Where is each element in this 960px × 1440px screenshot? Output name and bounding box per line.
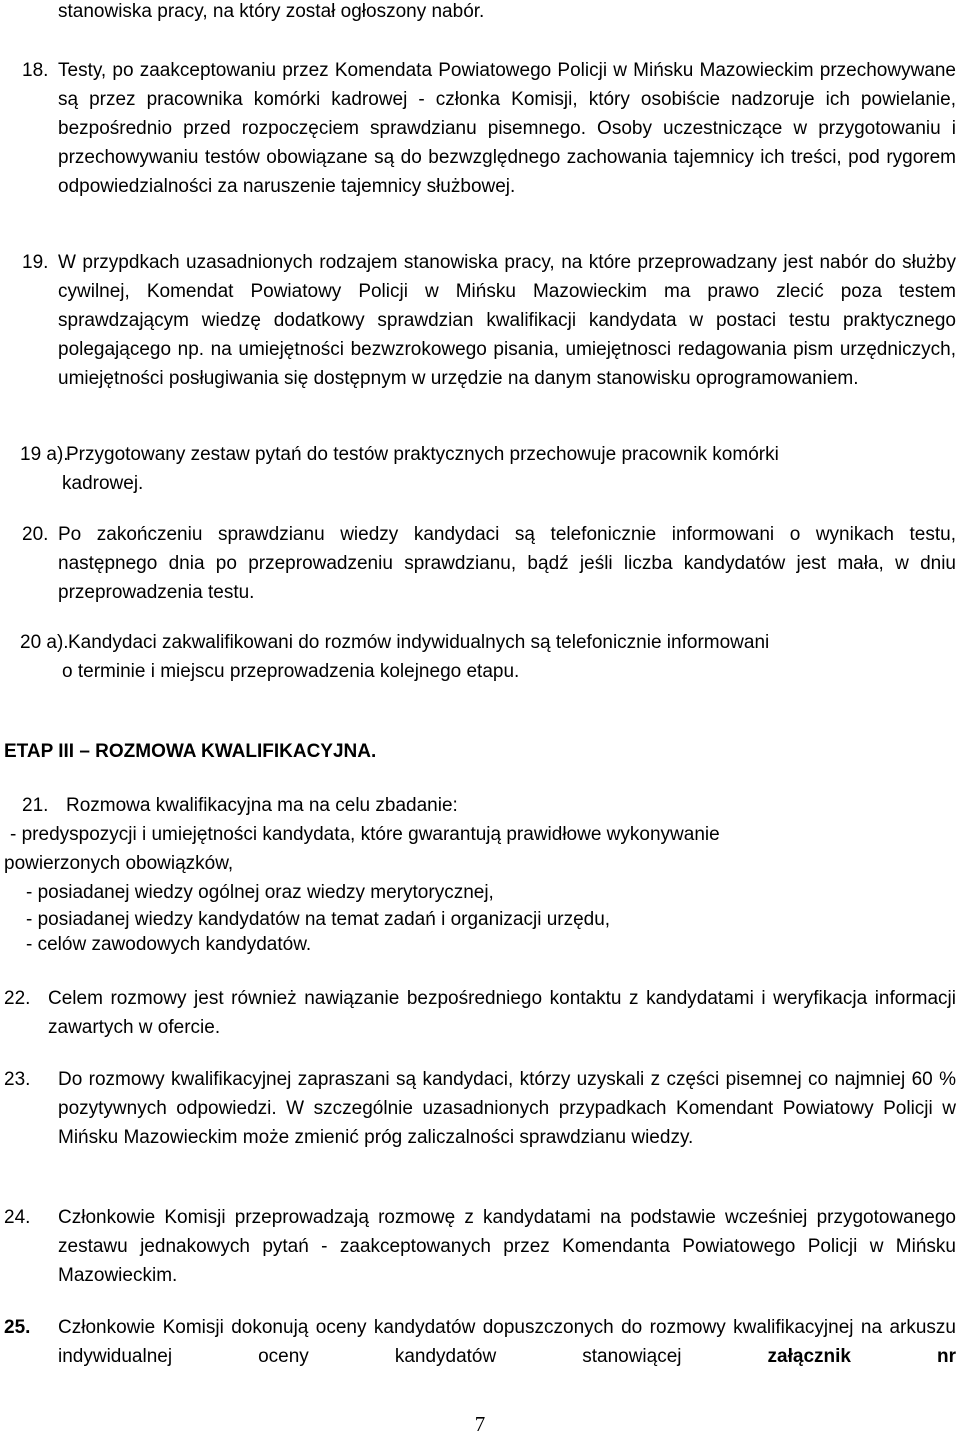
paragraph-number-22: 22. (4, 988, 31, 1009)
paragraph-number-20: 20. (22, 524, 49, 545)
paragraph-21-item2: - posiadanej wiedzy ogólnej oraz wiedzy merytorycznej, (26, 882, 494, 903)
paragraph-19a-line2: kadrowej. (62, 473, 144, 494)
paragraph-21-item1-line1: - predyspozycji i umiejętności kandydata, które gwarantują prawidłowe wykonywanie (10, 824, 720, 845)
paragraph-19a-line1: Przygotowany zestaw pytań do testów praktycznych przechowuje pracownik komórki (66, 444, 779, 465)
paragraph-25 (58, 1313, 956, 1371)
pre-text: stanowiska pracy, na który został ogłoszony nabór. (58, 1, 485, 22)
paragraph-number-19a: 19 a). (20, 444, 69, 465)
paragraph-number-23: 23. (4, 1069, 31, 1090)
paragraph-18: Testy, po zaakceptowaniu przez Komendata Powiatowego Policji w Mińsku Mazowieckim przechowywane są przez pracownika komórki kadrowej - członka Komisji, który osobiście nadzoruje ich powielanie, bezpośrednio przed rozpoczęciem sprawdzianu pisemnego. Osoby uczestniczące w przygotowaniu i przechowywaniu testów obowiązane są do bezwzględnego zachowania tajemnicy ich treści, pod rygorem odpowiedzialności za naruszenie tajemnicy służbowej. (58, 60, 956, 197)
paragraph-number-24: 24. (4, 1207, 31, 1228)
paragraph-21-item3: - posiadanej wiedzy kandydatów na temat zadań i organizacji urzędu, (26, 909, 611, 930)
paragraph-number-19: 19. (22, 252, 49, 273)
section-heading: ETAP III – ROZMOWA KWALIFIKACYJNA. (4, 741, 377, 762)
paragraph-25-attachment-ref: załącznik nr (767, 1346, 956, 1367)
paragraph-21-item1-line2: powierzonych obowiązków, (4, 853, 234, 874)
paragraph-24: Członkowie Komisji przeprowadzają rozmowę z kandydatami na podstawie wcześniej przygotowanego zestawu jednakowych pytań - zaakceptowanych przez Komendanta Powiatowego Policji w Mińsku Mazowieckim. (58, 1207, 956, 1286)
paragraph-21-item4: - celów zawodowych kandydatów. (26, 934, 312, 955)
paragraph-21-intro: Rozmowa kwalifikacyjna ma na celu zbadanie: (66, 795, 458, 816)
paragraph-number-21: 21. (22, 795, 49, 816)
paragraph-19: W przypdkach uzasadnionych rodzajem stanowiska pracy, na które przeprowadzany jest nabór do służby cywilnej, Komendat Powiatowy Policji w Mińsku Mazowieckim ma prawo zlecić poza testem sprawdzającym wiedzę dodatkowy sprawdzian kwalifikacji kandydata w postaci testu praktycznego polegającego np. na umiejętności bezwzrokowego pisania, umiejętnosci redagowania pism urzędniczych, umiejętności posługiwania się dostępnym w urzędzie na danym stanowisku oprogramowaniem. (58, 252, 956, 389)
page-number: 7 (474, 1412, 486, 1436)
paragraph-20: Po zakończeniu sprawdzianu wiedzy kandydaci są telefonicznie informowani o wynikach testu, następnego dnia po przeprowadzeniu sprawdzianu, bądź jeśli liczba kandydatów jest mała, w dniu przeprowadzenia testu. (58, 524, 956, 603)
paragraph-number-20a: 20 a). (20, 632, 69, 653)
paragraph-number-18: 18. (22, 60, 49, 81)
paragraph-22: Celem rozmowy jest również nawiązanie bezpośredniego kontaktu z kandydatami i weryfikacja informacji zawartych w ofercie. (48, 988, 956, 1038)
paragraph-20a-line1: Kandydaci zakwalifikowani do rozmów indywidualnych są telefonicznie informowani (68, 632, 770, 653)
paragraph-25-text: Członkowie Komisji dokonują oceny kandydatów dopuszczonych do rozmowy kwalifikacyjnej na arkuszu indywidualnej oceny kandydatów stanowiącej (58, 1317, 956, 1367)
paragraph-number-25: 25. (4, 1317, 31, 1338)
paragraph-23: Do rozmowy kwalifikacyjnej zapraszani są kandydaci, którzy uzyskali z części pisemnej co najmniej 60 % pozytywnych odpowiedzi. W szczególnie uzasadnionych przypadkach Komendant Powiatowy Policji w Mińsku Mazowieckim może zmienić próg zaliczalności sprawdzianu wiedzy. (58, 1069, 956, 1148)
paragraph-20a-line2: o terminie i miejscu przeprowadzenia kolejnego etapu. (62, 661, 520, 682)
